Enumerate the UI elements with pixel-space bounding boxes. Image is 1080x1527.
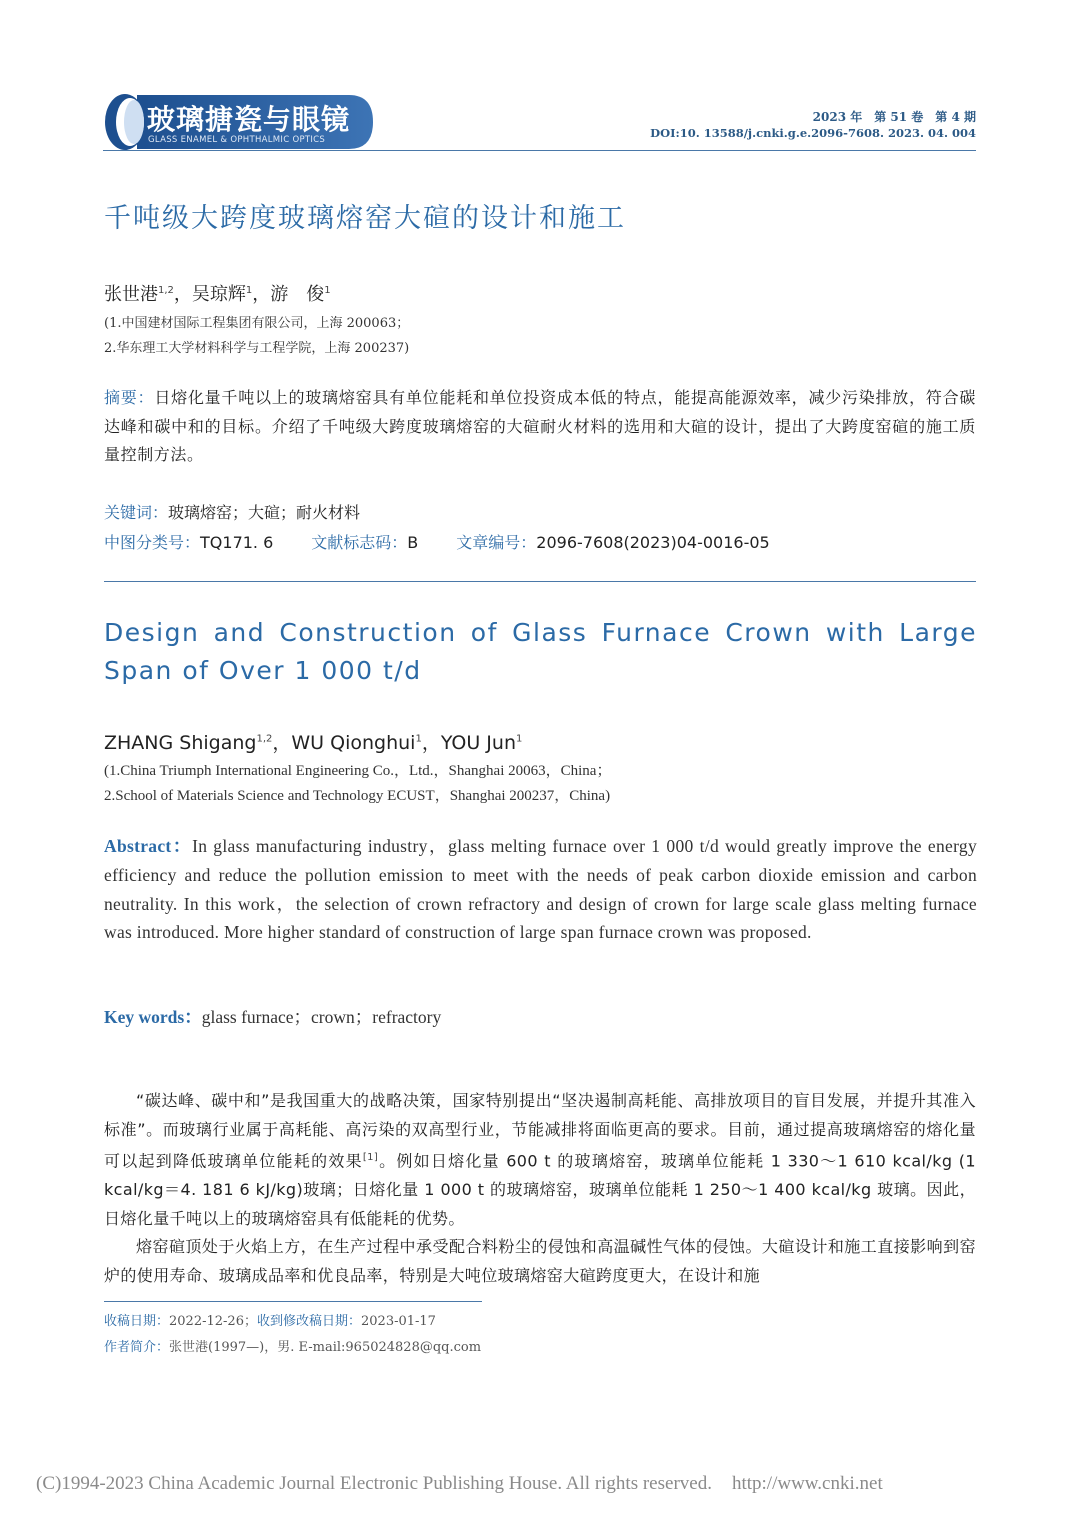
copyright-text: (C)1994-2023 China Academic Journal Electronic Publishing House. All rights reserved. (36, 1473, 712, 1494)
author-name: ZHANG Shigang (104, 732, 257, 754)
title-cn: 千吨级大跨度玻璃熔窑大碹的设计和施工 (104, 203, 626, 234)
author-affiliation-mark: 1,2 (158, 285, 174, 296)
affiliation-en: (1.China Triumph International Engineering Co.，Ltd.，Shanghai 20063，China； (104, 763, 612, 779)
section-divider (104, 581, 976, 582)
author-affiliation-mark: 1,2 (256, 733, 273, 745)
abstract-label-cn: 摘要： (104, 388, 155, 407)
footnote-dates (104, 1310, 436, 1329)
author-name: 张世港 (104, 284, 158, 305)
header-divider (103, 150, 976, 151)
author-bio-value: 张世港(1997—)，男. E-mail:965024828@qq.com (169, 1340, 482, 1355)
affiliation-cn: (1.中国建材国际工程集团有限公司，上海 200063； (104, 316, 410, 331)
footnote-divider (104, 1301, 482, 1302)
author-name: WU Qionghui (291, 732, 416, 754)
body-text (104, 1087, 976, 1290)
body-text-run: “碳达峰、碳中和”是我国重大的战略决策，国家特别提出“坚决遏制高耗能、高排放项目的盲目发展，并提升其准入标准”。而玻璃行业属于高耗能、高污染的双高型行业，节能减排将面临更高的要求。目前，通过提高玻璃熔窑的熔化量可以起到降低玻璃单位能耗的效果 (104, 1091, 976, 1171)
keywords-label-cn: 关键词： (104, 503, 169, 522)
affiliation-en: 2.School of Materials Science and Technology ECUST，Shanghai 200237，China) (104, 788, 611, 804)
revised-label: 收到修改稿日期： (256, 1314, 361, 1329)
author-affiliation-mark: 1 (324, 285, 331, 296)
author-affiliation-mark: 1 (245, 285, 253, 296)
clc-label: 中图分类号： (104, 533, 201, 552)
revised-value: 2023-01-17 (361, 1314, 436, 1329)
journal-name-en: GLASS ENAMEL & OPHTHALMIC OPTICS (148, 135, 326, 145)
journal-name-cn: 玻璃搪瓷与眼镜 (147, 103, 351, 136)
abstract-cn (104, 384, 976, 470)
citation-ref[interactable]: [1] (362, 1152, 379, 1164)
author-separator: ， (252, 284, 271, 305)
received-value: 2022-12-26； (169, 1314, 257, 1329)
body-paragraph: 熔窑碹顶处于火焰上方，在生产过程中承受配合料粉尘的侵蚀和高温碱性气体的侵蚀。大碹设计和施工直接影响到窑炉的使用寿命、玻璃成品率和优良品率，特别是大吨位玻璃熔窑大碹跨度更大，在设计和施 (104, 1237, 976, 1285)
title-en: Design and Construction of Glass Furnace Crown with Large Span of Over 1 000 t/d (104, 618, 977, 685)
footnote-author (104, 1336, 481, 1355)
received-label: 收稿日期： (104, 1314, 170, 1329)
author-bio-label: 作者简介： (104, 1340, 170, 1355)
author-name: 游 俊 (270, 284, 325, 305)
cnki-link[interactable]: http://www.cnki.net (731, 1473, 883, 1494)
keywords-label-en: Key words： (104, 1007, 202, 1027)
abstract-label-en: Abstract： (104, 836, 193, 856)
keywords-text-cn: 玻璃熔窑；大碹；耐火材料 (168, 503, 361, 522)
abstract-text-cn: 日熔化量千吨以上的玻璃熔窑具有单位能耗和单位投资成本低的特点，能提高能源效率，减少污染排放，符合碳达峰和碳中和的目标。介绍了千吨级大跨度玻璃熔窑的大碹耐火材料的选用和大碹的设计，提出了大跨度窑碹的施工质量控制方法。 (104, 388, 976, 464)
body-paragraph (104, 1087, 976, 1233)
doccode-value: B (407, 533, 419, 552)
author-separator: ， (173, 284, 192, 305)
keywords-en (104, 1004, 441, 1029)
classification-line (104, 530, 770, 553)
doi: DOI:10. 13588/j.cnki.g.e.2096-7608. 2023. 04. 004 (650, 126, 976, 140)
copyright-line (36, 1473, 883, 1495)
issue-info: 2023 年 第 51 卷 第 4 期 (812, 110, 976, 124)
keywords-text-en: glass furnace；crown；refractory (201, 1007, 442, 1027)
affiliation-cn: 2.华东理工大学材料科学与工程学院，上海 200237) (104, 341, 410, 356)
author-list-en (104, 728, 522, 755)
author-affiliation-mark: 1 (516, 733, 523, 745)
article-no-label: 文章编号： (456, 533, 537, 552)
author-list-cn (104, 280, 331, 306)
abstract-en (104, 832, 977, 947)
clc-value: TQ171. 6 (200, 533, 274, 552)
author-affiliation-mark: 1 (415, 733, 422, 745)
author-name: 吴琼辉 (191, 284, 246, 305)
author-separator: ， (272, 732, 292, 754)
journal-logo (103, 93, 375, 151)
abstract-text-en: In glass manufacturing industry，glass melting furnace over 1 000 t/d would greatly improve the energy efficiency and reduce the pollution emission to meet with the needs of peak carbon dioxide emission and carbon neutrality. In this work，the selection of crown refractory and design of crown for large scale glass melting furnace was introduced. More higher standard of construction of large span furnace crown was proposed. (104, 836, 977, 943)
body-text-run: 。例如日熔化量 600 t 的玻璃熔窑，玻璃单位能耗 1 330～1 610 kcal/kg (1 kcal/kg＝4. 181 6 kJ/kg)玻璃；日熔化量 1 000 t 的玻璃熔窑，玻璃单位能耗 1 250～1 400 kcal/kg 玻璃。因此，日熔化量千吨以上的玻璃熔窑具有低能耗的优势。 (104, 1151, 976, 1228)
author-name: YOU Jun (440, 732, 516, 754)
doccode-label: 文献标志码： (311, 533, 408, 552)
author-separator: ， (421, 732, 441, 754)
article-no-value: 2096-7608(2023)04-0016-05 (536, 533, 770, 552)
keywords-cn (104, 500, 360, 523)
